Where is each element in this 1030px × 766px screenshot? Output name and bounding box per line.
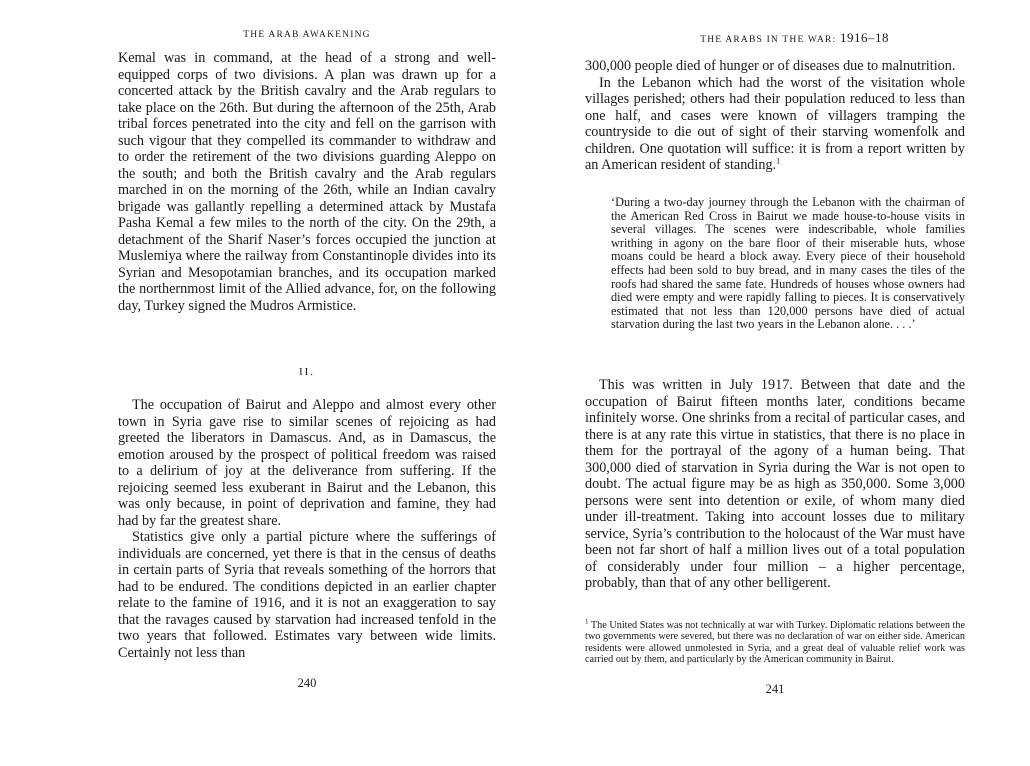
left-paragraph-3: Statistics give only a partial picture where the sufferings of individuals are concerned, yet there is that in the census of deaths in certain parts of Syria that reveals something of the horrors that had to be endured. The conditions depicted in an earlier chapter relate to the famine of 1916, and it is not an exaggeration to say that the ravages caused by starvation had increased tenfold in the two years that followed. Estimates vary between wide limits. Certainly not less than	[118, 529, 496, 661]
left-text-block-2	[118, 397, 496, 661]
right-paragraph-2-wrap	[585, 75, 965, 174]
left-page-number: 240	[297, 676, 317, 690]
section-number: II.	[298, 366, 316, 378]
right-running-head-years: 1916–18	[840, 30, 889, 45]
right-running-head-title: THE ARABS IN THE WAR:	[700, 35, 837, 45]
right-text-block-1	[585, 58, 965, 174]
right-paragraph-3: This was written in July 1917. Between that date and the occupation of Bairut fifteen months later, conditions became infinitely worse. One shrinks from a recital of particular cases, and there is at any rate this virtue in statistics, that there is no place in them for the portrayal of the agony of a human being. That 300,000 died of starvation in Syria during the War is not open to doubt. The actual figure may be as high as 350,000. Some 3,000 persons were sent into detention or exile, of whom many died under ill-treatment. Taking into account losses due to military service, Syria’s contribution to the holocaust of the War must have been not far short of half a million lives out of a total population of considerably under four million – a higher percentage, probably, than that of any other belligerent.	[585, 377, 965, 591]
right-paragraph-1: 300,000 people died of hunger or of diseases due to malnutrition.	[585, 58, 956, 74]
footnote-mark: 1	[585, 617, 589, 626]
footnote-reference[interactable]: 1	[776, 156, 781, 166]
right-page-number: 241	[765, 682, 785, 696]
left-page	[118, 0, 496, 766]
footnote-text: The United States was not technically at war with Turkey. Diplomatic relations between the two governments were severed, but there was no declaration of war on either side. American residents were allowed unmolested in Syria, and a great deal of valuable relief work was carried out by them, and particularly by the American community in Bairut.	[585, 620, 965, 666]
left-text-block-1	[118, 50, 496, 314]
left-paragraph-2: The occupation of Bairut and Aleppo and almost every other town in Syria gave rise to similar scenes of rejoicing as had greeted the liberators in Damascus. And, as in Damascus, the emotion aroused by the prospect of political freedom was raised to a delirium of joy at the deliverance from suffering. If the rejoicing seemed less exuberant in Bairut and the Lebanon, this was only because, in point of deprivation and famine, they had had by far the greatest share.	[118, 397, 496, 529]
left-running-head: THE ARAB AWAKENING	[243, 30, 371, 40]
block-quote: ‘During a two-day journey through the Lebanon with the chairman of the American Red Cross in Bairut we made house-to-house visits in several villages. The scenes were indescribable, whole families writhing in agony on the bare floor of their miserable huts, whose moans could be heard a block away. Every piece of their household effects had been sold to buy bread, and in many cases the tiles of the roofs had shared the same fate. Hundreds of houses whose owners had died were empty and were rapidly falling to pieces. It is conservatively estimated that not less than 120,000 persons have died of actual starvation during the last two years in the Lebanon alone. . . .’	[611, 195, 965, 332]
right-page	[585, 0, 965, 766]
left-paragraph-1: Kemal was in command, at the head of a strong and well-equipped corps of two divisions. A plan was drawn up for a concerted attack by the British cavalry and the Arab regulars to take place on the 26th. But during the afternoon of the 25th, Arab tribal forces penetrated into the city and fell on the garrison with such vigour that they compelled its commander to withdraw and to order the retirement of the two divisions guarding Aleppo on the south; and both the British cavalry and the Arab regulars marched in on the morning of the 26th, while an Indian cavalry brigade was gallantly repelling a determined attack by Mustafa Pasha Kemal a few miles to the north of the city. On the 29th, a detachment of the Sharif Naser’s forces occupied the junction at Muslemiya where the railway from Constantinople divides into its Syrian and Mesopotamian branches, and its occupation marked the northernmost limit of the Allied advance, for, on the following day, Turkey signed the Mudros Armistice.	[118, 50, 496, 314]
right-running-head	[585, 30, 965, 46]
right-text-block-2	[585, 377, 965, 592]
footnote	[585, 617, 965, 666]
right-paragraph-2: In the Lebanon which had the worst of the visitation whole villages perished; others had their population reduced to less than one half, and cases were known of villagers tramping the countryside to die out of sight of their starving womenfolk and children. One quotation will suffice: it is from a report written by an American resident of standing.	[585, 74, 965, 173]
